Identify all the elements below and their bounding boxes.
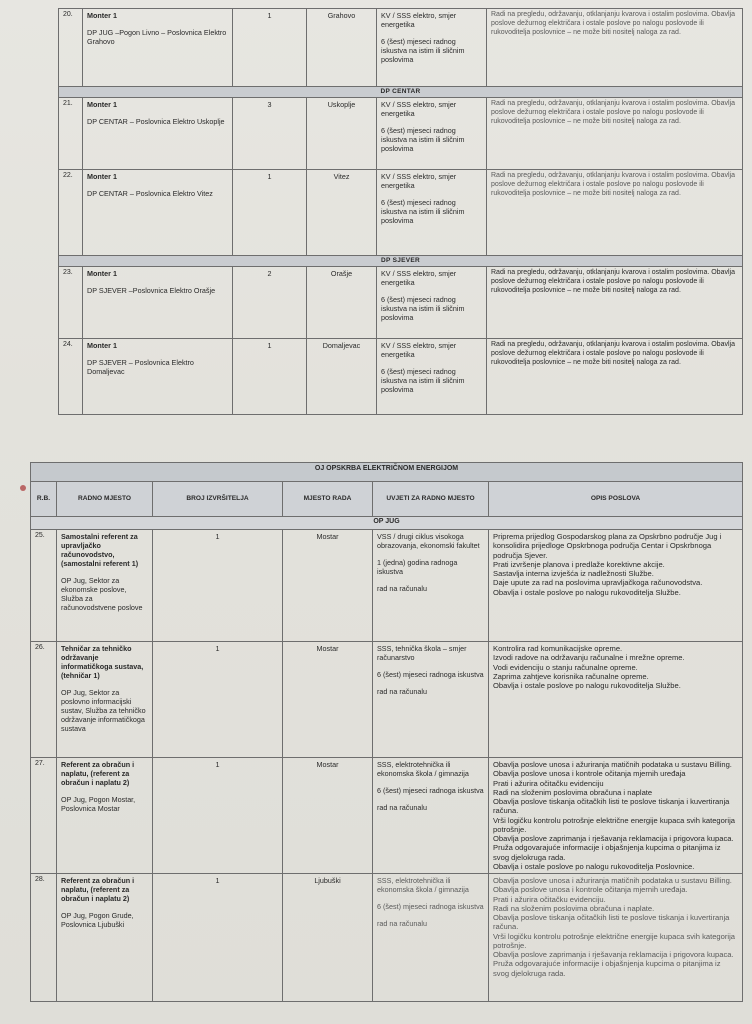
worker-count: 2 xyxy=(233,267,307,339)
job-title-cell xyxy=(83,170,233,256)
desc-line: Obavlja poslove unosa i kontrole očitanja mjernih uređaja. xyxy=(493,885,688,895)
header-broj-izvrsitelja: BROJ IZVRŠITELJA xyxy=(153,482,283,517)
job-title: Referent za obračun i naplatu, (referent za obračun i naplatu 2) xyxy=(61,876,135,903)
desc-line: Obavlja i ostale poslove po nalogu rukovoditelja Službe. xyxy=(493,587,681,597)
desc-line: Obavlja poslove tiskanja očitačkih listi te poslove tiskanja i kuvertiranja računa. xyxy=(493,913,730,932)
top-job-table xyxy=(58,8,743,415)
desc-line: Obavlja poslove unosa i ažuriranja matičnih podataka u sustavu Billing. xyxy=(493,760,732,769)
worker-count: 1 xyxy=(233,339,307,415)
job-title: Monter 1 xyxy=(87,11,117,20)
job-title: Samostalni referent za upravljačko računovodstvo, (samostalni referent 1) xyxy=(61,532,139,568)
row-number: 23. xyxy=(59,267,83,339)
job-title-cell xyxy=(83,267,233,339)
section-title: DP SJEVER xyxy=(59,256,743,267)
job-conditions xyxy=(377,339,487,415)
section-title: DP CENTAR xyxy=(59,87,743,98)
condition-education: SSS, elektrotehnička ili ekonomska škola / gimnazija xyxy=(377,876,469,894)
row-number: 27. xyxy=(31,758,57,874)
desc-line: Sastavlja interna izvješća iz nadležnosti Službe. xyxy=(493,569,654,578)
desc-line: Prati i ažurira očitačku evidenciju xyxy=(493,778,604,788)
desc-line: Obavlja i ostale poslove po nalogu rukovoditelja Službe. xyxy=(493,681,681,690)
section-title: OP JUG xyxy=(31,517,743,530)
worker-count: 3 xyxy=(233,98,307,170)
job-title-cell xyxy=(57,642,153,758)
bottom-job-table xyxy=(30,462,743,1002)
job-title: Tehničar za tehničko održavanje informatičkoga sustava, (tehničar 1) xyxy=(61,644,144,680)
worker-count: 1 xyxy=(153,642,283,758)
job-title-cell xyxy=(57,530,153,642)
job-title: Monter 1 xyxy=(87,341,117,351)
job-conditions xyxy=(377,9,487,87)
job-conditions xyxy=(373,758,489,874)
condition-experience: 6 (šest) mjeseci radnoga iskustva xyxy=(377,786,484,795)
condition-experience: 6 (šest) mjeseci radnog iskustva na istim ili sličnim poslovima xyxy=(381,198,465,226)
job-title-cell xyxy=(83,9,233,87)
header-mjesto-rada: MJESTO RADA xyxy=(283,482,373,517)
desc-line: Obavlja poslove unosa i kontrole očitanja mjernih uređaja xyxy=(493,769,686,779)
row-number: 22. xyxy=(59,170,83,256)
job-description xyxy=(489,530,743,642)
condition-education: KV / SSS elektro, smjer energetika xyxy=(381,172,457,191)
condition-experience: 6 (šest) mjeseci radnog iskustva na istim ili sličnim poslovima xyxy=(381,367,465,395)
table-row xyxy=(31,758,743,874)
job-unit: OP Jug, Pogon Mostar, Poslovnica Mostar xyxy=(61,795,136,813)
job-title: Referent za obračun i naplatu, (referent za obračun i naplatu 2) xyxy=(61,760,135,787)
job-title: Monter 1 xyxy=(87,269,117,279)
condition-computer: rad na računalu xyxy=(377,687,427,696)
job-conditions xyxy=(373,642,489,758)
table-row xyxy=(31,642,743,758)
table-row xyxy=(59,170,743,256)
condition-education: SSS, tehnička škola – smjer računarstvo xyxy=(377,644,467,662)
condition-education: KV / SSS elektro, smjer energetika xyxy=(381,11,457,29)
desc-line: Obavlja poslove zaprimanja i rješavanja reklamacija i prigovora kupaca. xyxy=(493,950,734,959)
desc-line: Daje upute za rad na poslovima upravljačkoga računovodstva. xyxy=(493,578,703,588)
work-place: Orašje xyxy=(307,267,377,339)
job-conditions xyxy=(373,874,489,1002)
work-place: Mostar xyxy=(283,642,373,758)
job-unit: DP JUG –Pogon Livno – Poslovnica Elektro Grahovo xyxy=(87,28,227,46)
work-place: Grahovo xyxy=(307,9,377,87)
job-unit: DP SJEVER – Poslovnica Elektro Domaljevac xyxy=(87,358,194,377)
condition-computer: rad na računalu xyxy=(377,803,427,812)
job-title-cell xyxy=(57,758,153,874)
condition-education: VSS / drugi ciklus visokoga obrazovanja, ekonomski fakultet xyxy=(377,532,480,550)
worker-count: 1 xyxy=(153,874,283,1002)
condition-education: KV / SSS elektro, smjer energetika xyxy=(381,269,457,288)
desc-line: Pruža odgovarajuće informacije i objašnjenja kupcima o pitanjima iz svog djelokruga rada. xyxy=(493,959,721,978)
worker-count: 1 xyxy=(233,170,307,256)
job-title-cell xyxy=(83,339,233,415)
job-unit: OP Jug, Sektor za ekonomske poslove, Služba za računovodstvene poslove xyxy=(61,576,143,612)
header-rb: R.B. xyxy=(31,482,57,517)
desc-line: Prati izvršenje planova i predlaže korektivne akcije. xyxy=(493,559,665,569)
job-description: Radi na pregledu, održavanju, otklanjanju kvarova i ostalim poslovima. Obavlja poslove dežurnog električara i ostale poslove po nalogu poslovode ili rukovoditelja poslovnice – ne može biti nositelj naloga za rad. xyxy=(487,339,743,415)
header-uvjeti: UVJETI ZA RADNO MJESTO xyxy=(373,482,489,517)
header-opis: OPIS POSLOVA xyxy=(489,482,743,517)
section-band xyxy=(59,256,743,267)
condition-experience: 1 (jedna) godina radnoga iskustva xyxy=(377,558,458,576)
desc-line: Izvodi radove na održavanju računalne i mrežne opreme. xyxy=(493,653,685,663)
work-place: Mostar xyxy=(283,758,373,874)
job-description xyxy=(489,642,743,758)
condition-computer: rad na računalu xyxy=(377,584,427,593)
desc-line: Vrši logičku kontrolu potrošnje električne energije kupaca svih kategorija potrošnje. xyxy=(493,931,736,950)
condition-education: SSS, elektrotehnička ili ekonomska škola / gimnazija xyxy=(377,760,469,778)
condition-experience: 6 (šest) mjeseci radnog iskustva na istim ili sličnim poslovima xyxy=(381,295,465,323)
desc-line: Obavlja poslove tiskanja očitačkih listi te poslove tiskanja i kuvertiranja računa. xyxy=(493,797,730,816)
job-unit: OP Jug, Pogon Grude, Poslovnica Ljubuški xyxy=(61,911,134,929)
job-conditions xyxy=(377,170,487,256)
desc-line: Vrši logičku kontrolu potrošnje električne energije kupaca svih kategorija potrošnje. xyxy=(493,815,736,834)
row-number: 20. xyxy=(59,9,83,87)
condition-experience: 6 (šest) mjeseci radnog iskustva na istim ili sličnim poslovima xyxy=(381,37,465,64)
job-conditions xyxy=(377,98,487,170)
desc-line: Zaprima zahtjeve korisnika računalne opreme. xyxy=(493,671,649,681)
job-title-cell xyxy=(57,874,153,1002)
worker-count: 1 xyxy=(233,9,307,87)
header-row xyxy=(31,482,743,517)
worker-count: 1 xyxy=(153,758,283,874)
condition-education: KV / SSS elektro, smjer energetika xyxy=(381,341,457,360)
table-row xyxy=(59,267,743,339)
work-place: Vitez xyxy=(307,170,377,256)
worker-count: 1 xyxy=(153,530,283,642)
work-place: Uskoplje xyxy=(307,98,377,170)
desc-line: Obavlja poslove zaprimanja i rješavanja reklamacija i prigovora kupaca. xyxy=(493,834,734,843)
condition-experience: 6 (šest) mjeseci radnoga iskustva xyxy=(377,670,484,679)
job-unit: DP CENTAR – Poslovnica Elektro Uskoplje xyxy=(87,117,225,127)
job-description: Radi na pregledu, održavanju, otklanjanju kvarova i ostalim poslovima. Obavlja poslove dežurnog električara i ostale poslove po nalogu poslovode ili rukovoditelja poslovnice – ne može biti nositelj naloga za rad. xyxy=(487,98,743,170)
section-band xyxy=(59,87,743,98)
table-row xyxy=(31,874,743,1002)
job-unit: DP CENTAR – Poslovnica Elektro Vitez xyxy=(87,189,213,199)
desc-line: Vodi evidenciju o stanju računalne opreme. xyxy=(493,662,638,672)
job-title: Monter 1 xyxy=(87,172,117,182)
binding-mark xyxy=(20,485,26,491)
row-number: 24. xyxy=(59,339,83,415)
table-row xyxy=(59,9,743,87)
job-description xyxy=(489,758,743,874)
job-unit: DP SJEVER –Poslovnica Elektro Orašje xyxy=(87,286,216,296)
table-row xyxy=(59,98,743,170)
desc-line: Radi na složenim poslovima obračuna i naplate. xyxy=(493,903,655,913)
job-unit: OP Jug, Sektor za poslovno informacijski sustav, Služba za tehničko održavanje informatičkoga sustava xyxy=(61,688,146,733)
header-radno-mjesto: RADNO MJESTO xyxy=(57,482,153,517)
job-conditions xyxy=(373,530,489,642)
job-conditions xyxy=(377,267,487,339)
work-place: Mostar xyxy=(283,530,373,642)
job-description: Radi na pregledu, održavanju, otklanjanju kvarova i ostalim poslovima. Obavlja poslove dežurnog električara i ostale poslove po nalogu poslovode ili rukovoditelja poslovnice – ne može biti nositelj naloga za rad. xyxy=(487,267,743,339)
condition-experience: 6 (šest) mjeseci radnog iskustva na istim ili sličnim poslovima xyxy=(381,126,465,154)
work-place: Ljubuški xyxy=(283,874,373,1002)
row-number: 21. xyxy=(59,98,83,170)
job-description: Radi na pregledu, održavanju, otklanjanju kvarova i ostalim poslovima. Obavlja poslove dežurnog električara i ostale poslove po nalogu poslovode ili rukovoditelja poslovnice – ne može biti nositelj naloga za rad. xyxy=(487,170,743,256)
row-number: 28. xyxy=(31,874,57,1002)
desc-line: Kontrolira rad komunikacijske opreme. xyxy=(493,644,623,653)
table-row xyxy=(31,530,743,642)
job-title: Monter 1 xyxy=(87,100,117,110)
section-band xyxy=(31,517,743,530)
desc-line: Obavlja i ostale poslove po nalogu rukovoditelja Poslovnice. xyxy=(493,861,695,871)
table-row xyxy=(59,339,743,415)
table-title-band xyxy=(31,463,743,482)
desc-line: Priprema prijedlog Gospodarskog plana za Opskrbno područje Jug i konsolidira prijedloge Opskrbnoga područja Centar i Opskrbnoga područja Sjever. xyxy=(493,532,722,560)
desc-line: Prati i ažurira očitačku evidenciju. xyxy=(493,894,606,904)
condition-experience: 6 (šest) mjeseci radnoga iskustva xyxy=(377,902,484,911)
job-title-cell xyxy=(83,98,233,170)
row-number: 25. xyxy=(31,530,57,642)
row-number: 26. xyxy=(31,642,57,758)
desc-line: Obavlja poslove unosa i ažuriranja matičnih podataka u sustavu Billing. xyxy=(493,876,732,885)
desc-line: Radi na složenim poslovima obračuna i naplate xyxy=(493,787,653,797)
desc-line: Pruža odgovarajuće informacije i objašnjenja kupcima o pitanjima iz svog djelokruga rada. xyxy=(493,843,721,862)
condition-computer: rad na računalu xyxy=(377,919,427,928)
table-title: OJ OPSKRBA ELEKTRIČNOM ENERGIJOM xyxy=(31,463,743,482)
work-place: Domaljevac xyxy=(307,339,377,415)
condition-education: KV / SSS elektro, smjer energetika xyxy=(381,100,457,119)
job-description xyxy=(489,874,743,1002)
job-description: Radi na pregledu, održavanju, otklanjanju kvarova i ostalim poslovima. Obavlja poslove dežurnog električara i ostale poslove po nalogu poslovode ili rukovoditelja poslovnice – ne može biti nositelj naloga za rad. xyxy=(487,9,743,87)
